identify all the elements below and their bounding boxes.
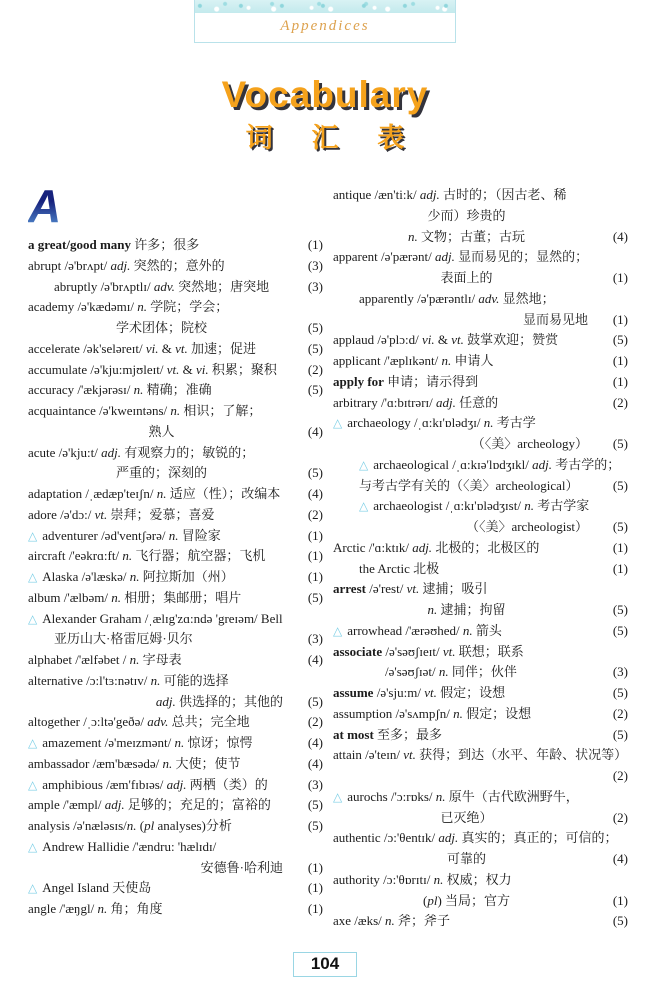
vocab-line bbox=[333, 725, 628, 746]
triangle-marker-icon: △ bbox=[28, 777, 38, 792]
vocab-line bbox=[333, 247, 628, 268]
unit-number: (2) bbox=[307, 506, 323, 522]
vocab-line bbox=[333, 683, 628, 704]
vocab-line-text: apply for 申请；请示得到 bbox=[333, 373, 479, 389]
unit-number: (2) bbox=[612, 768, 628, 783]
vocab-line bbox=[28, 795, 323, 816]
unit-number: (5) bbox=[307, 465, 323, 481]
vocab-line-text: assume /ə'sju:m/ vt. 假定；设想 bbox=[333, 685, 506, 700]
unit-number bbox=[600, 185, 628, 206]
unit-number: (5) bbox=[612, 685, 628, 700]
unit-number: (3) bbox=[307, 278, 323, 294]
unit-number: (1) bbox=[307, 859, 323, 875]
vocab-line bbox=[28, 297, 323, 318]
vocab-line bbox=[28, 318, 323, 339]
vocab-line-text: △ amphibious /æm'fɪbɪəs/ adj. 两栖（类）的 bbox=[28, 776, 268, 792]
unit-number: (2) bbox=[612, 809, 628, 825]
vocab-line-text: △ Alaska /ə'læskə/ n. 阿拉斯加（州） bbox=[28, 569, 234, 584]
vocab-line bbox=[28, 588, 323, 609]
vocab-line bbox=[333, 476, 628, 497]
vocab-line bbox=[28, 775, 323, 796]
vocab-line bbox=[28, 526, 323, 547]
page-footer bbox=[0, 952, 650, 977]
vocab-line bbox=[333, 185, 628, 206]
section-letter-a: A bbox=[28, 183, 88, 235]
vocab-line-text: apparently /ə'pærəntlɪ/ adv. 显然地； bbox=[359, 290, 555, 306]
vocab-line-text: △ Alexander Graham /ˌælɪg'zɑ:ndə 'greɪəm/ Bell bbox=[28, 610, 283, 626]
vocab-line-text: axe /æks/ n. 斧；斧子 bbox=[333, 913, 451, 929]
vocab-line bbox=[28, 360, 323, 381]
vocab-line-text: abrupt /ə'brʌpt/ adj. 突然的；意外的 bbox=[28, 257, 225, 273]
vocab-line-text: altogether /ˌɔ:ltə'geðə/ adv. 总共；完全地 bbox=[28, 714, 250, 730]
unit-number: (1) bbox=[612, 353, 628, 368]
vocab-line bbox=[28, 899, 323, 920]
unit-number: (1) bbox=[307, 548, 323, 564]
left-column bbox=[28, 180, 323, 932]
unit-number: (1) bbox=[612, 270, 628, 285]
unit-number: (1) bbox=[307, 527, 323, 543]
vocab-line-text: 安德鲁·哈利迪 bbox=[200, 859, 283, 875]
vocab-line-text: assumption /ə'sʌmpʃn/ n. 假定；设想 bbox=[333, 705, 532, 721]
vocab-line-text: aircraft /'eəkrɑ:ft/ n. 飞行器；航空器；飞机 bbox=[28, 548, 266, 564]
vocab-line-text: acquaintance /ə'kweɪntəns/ n. 相识；了解； bbox=[28, 403, 262, 418]
vocab-line bbox=[333, 455, 628, 476]
vocab-line bbox=[28, 671, 323, 692]
vocab-line-text: authentic /ɔ:'θentɪk/ adj. 真实的；真正的；可信的； bbox=[333, 830, 618, 846]
vocab-line bbox=[333, 787, 628, 808]
unit-number bbox=[627, 745, 650, 766]
vocab-line-text: △ Angel Island 天使岛 bbox=[28, 880, 152, 896]
unit-number: (3) bbox=[307, 257, 323, 273]
vocab-line-text: accelerate /ək'seləreɪt/ vi. & vt. 加速；促进 bbox=[28, 340, 256, 356]
vocab-line-text: 亚历山大·格雷厄姆·贝尔 bbox=[54, 631, 193, 647]
unit-number bbox=[620, 455, 648, 476]
vocab-line-text: apparent /ə'pærənt/ adj. 显而易见的；显然的； bbox=[333, 249, 589, 265]
vocab-line bbox=[333, 642, 628, 663]
vocab-line bbox=[28, 546, 323, 567]
unit-number bbox=[600, 642, 628, 663]
vocab-line bbox=[28, 256, 323, 277]
vocab-line bbox=[333, 538, 628, 559]
triangle-marker-icon: △ bbox=[28, 736, 38, 750]
unit-number: (4) bbox=[612, 228, 628, 244]
unit-number: (1) bbox=[612, 892, 628, 908]
unit-number: (3) bbox=[612, 664, 628, 680]
unit-number: (5) bbox=[612, 726, 628, 742]
triangle-marker-icon: △ bbox=[333, 789, 343, 804]
vocab-line bbox=[28, 401, 323, 422]
triangle-marker-icon: △ bbox=[28, 570, 38, 584]
vocab-line bbox=[28, 505, 323, 526]
vocab-line bbox=[28, 235, 323, 256]
vocab-line-text: （〈美〉archeology） bbox=[471, 436, 588, 451]
vocab-line-text: alternative /ɔ:l'tɜ:nətɪv/ n. 可能的选择 bbox=[28, 672, 229, 688]
unit-number bbox=[295, 609, 323, 630]
vocab-line bbox=[333, 662, 628, 683]
page-number: 104 bbox=[293, 952, 357, 977]
vocab-line bbox=[333, 579, 628, 600]
vocab-line-text: △ arrowhead /'ærəʊhed/ n. 箭头 bbox=[333, 622, 502, 638]
vocab-line-text: alphabet /'ælfəbet / n. 字母表 bbox=[28, 652, 182, 667]
vocab-line-text: album /'ælbəm/ n. 相册；集邮册；唱片 bbox=[28, 589, 242, 605]
unit-number: (1) bbox=[307, 237, 323, 252]
vocab-line bbox=[333, 600, 628, 621]
vocab-line-text: analysis /ə'næləsɪs/n. (pl analyses)分析 bbox=[28, 818, 232, 833]
vocab-line bbox=[333, 330, 628, 351]
unit-number: (5) bbox=[307, 589, 323, 605]
unit-number: (5) bbox=[307, 320, 323, 335]
unit-number bbox=[295, 671, 323, 692]
vocab-line-text: accumulate /ə'kju:mjʊleɪt/ vt. & vi. 积累；聚积 bbox=[28, 361, 277, 377]
vocab-line bbox=[28, 650, 323, 671]
vocab-line bbox=[333, 206, 628, 227]
vocab-line-text: 可靠的 bbox=[446, 851, 486, 866]
unit-number bbox=[295, 297, 323, 318]
unit-number: (5) bbox=[307, 382, 323, 398]
unit-number: (5) bbox=[307, 818, 323, 833]
vocab-line-text: adore /ə'dɔ:/ vt. 崇拜；爱慕；喜爱 bbox=[28, 506, 215, 522]
vocab-line-text: 严重的；深刻的 bbox=[115, 465, 207, 481]
vocab-line bbox=[333, 870, 628, 891]
vocab-line-text: 已灭绝） bbox=[440, 809, 493, 825]
vocab-line-text: acute /ə'kju:t/ adj. 有观察力的；敏锐的； bbox=[28, 444, 255, 460]
vocab-line-text: angle /'æŋgl/ n. 角；角度 bbox=[28, 901, 163, 916]
vocab-line-text: 少而）珍贵的 bbox=[427, 207, 506, 223]
unit-number bbox=[600, 787, 628, 808]
vocab-line bbox=[28, 733, 323, 754]
appendices-header bbox=[194, 0, 456, 43]
vocab-line bbox=[28, 609, 323, 630]
vocab-line bbox=[333, 559, 628, 580]
vocab-line-text: attain /ə'teɪn/ vt. 获得；到达（水平、年龄、状况等） bbox=[333, 747, 628, 763]
vocab-line-text: 熟人 bbox=[148, 423, 175, 439]
vocab-line bbox=[28, 754, 323, 775]
unit-number: (4) bbox=[307, 755, 323, 771]
unit-number: (2) bbox=[612, 705, 628, 721]
vocab-line bbox=[333, 704, 628, 725]
unit-number: (5) bbox=[612, 477, 628, 493]
unit-number: (1) bbox=[612, 311, 628, 327]
unit-number: (4) bbox=[307, 652, 323, 667]
vocab-line-text: Arctic /'ɑ:ktɪk/ adj. 北极的；北极区的 bbox=[333, 539, 540, 555]
vocab-line-text: authority /ɔ:'θɒrɪtɪ/ n. 权威；权力 bbox=[333, 871, 512, 887]
triangle-marker-icon: △ bbox=[28, 839, 38, 854]
triangle-marker-icon: △ bbox=[28, 528, 38, 543]
vocab-line bbox=[28, 422, 323, 443]
unit-number bbox=[295, 443, 323, 464]
vocab-line-text: academy /ə'kædəmɪ/ n. 学院；学会； bbox=[28, 299, 229, 315]
vocab-line-text: associate /ə'səʊʃɪeɪt/ vt. 联想；联系 bbox=[333, 643, 524, 659]
page-title: Vocabulary bbox=[221, 74, 429, 115]
vocab-line-text: applicant /'æplɪkənt/ n. 申请人 bbox=[333, 353, 494, 368]
unit-number: (5) bbox=[612, 622, 628, 638]
unit-number bbox=[600, 579, 628, 600]
vocab-line-text: arrest /ə'rest/ vt. 逮捕；吸引 bbox=[333, 581, 488, 597]
vocab-line bbox=[333, 849, 628, 870]
unit-number: (1) bbox=[307, 569, 323, 584]
vocab-line-text: 表面上的 bbox=[440, 270, 493, 285]
unit-number: (5) bbox=[612, 519, 628, 534]
unit-number bbox=[600, 206, 628, 227]
vocab-line bbox=[28, 858, 323, 879]
vocab-line bbox=[333, 310, 628, 331]
vocab-line-text: at most 至多；最多 bbox=[333, 726, 443, 742]
unit-number bbox=[600, 289, 628, 310]
vocab-line-text: a great/good many 许多；很多 bbox=[28, 237, 200, 252]
unit-number: (1) bbox=[307, 901, 323, 916]
unit-number: (4) bbox=[612, 851, 628, 866]
vocab-line bbox=[333, 434, 628, 455]
triangle-marker-icon: △ bbox=[359, 499, 369, 514]
vocab-line bbox=[28, 567, 323, 588]
unit-number: (5) bbox=[612, 602, 628, 617]
vocab-line bbox=[333, 393, 628, 414]
unit-number: (5) bbox=[612, 332, 628, 348]
vocab-line bbox=[333, 413, 628, 434]
unit-number bbox=[600, 413, 628, 434]
vocab-line-text: antique /æn'ti:k/ adj. 古时的；（因古老、稀 bbox=[333, 187, 567, 202]
vocab-line-text: 显而易见地 bbox=[522, 311, 588, 327]
vocab-line bbox=[28, 484, 323, 505]
unit-number: (5) bbox=[612, 913, 628, 929]
unit-number: (5) bbox=[307, 693, 323, 709]
appendices-label: Appendices bbox=[280, 18, 370, 34]
unit-number bbox=[617, 828, 645, 849]
unit-number: (2) bbox=[307, 714, 323, 730]
vocab-line-text: adj. 供选择的；其他的 bbox=[155, 693, 283, 709]
vocab-line-text bbox=[333, 766, 600, 787]
vocab-line bbox=[333, 227, 628, 248]
vocab-line-text: n. 逮捕；拘留 bbox=[427, 602, 506, 617]
unit-number bbox=[600, 870, 628, 891]
unit-number: (5) bbox=[307, 340, 323, 356]
vocab-line-text: n. 文物；古董；古玩 bbox=[407, 228, 525, 244]
vocab-line-text: 与考古学有关的（〈美〉archeological） bbox=[359, 477, 579, 493]
unit-number: (4) bbox=[307, 423, 323, 439]
vocab-line bbox=[28, 463, 323, 484]
watercolor-band bbox=[195, 0, 455, 13]
vocab-line-text: ambassador /æm'bæsədə/ n. 大使；使节 bbox=[28, 755, 241, 771]
triangle-marker-icon: △ bbox=[333, 416, 343, 431]
vocab-line-text: △ adventurer /əd'ventʃərə/ n. 冒险家 bbox=[28, 527, 221, 543]
page-subtitle-chinese: 词 汇 表 bbox=[245, 123, 421, 153]
unit-number: (5) bbox=[307, 797, 323, 813]
vocab-line-text: applaud /ə'plɔ:d/ vi. & vt. 鼓掌欢迎；赞赏 bbox=[333, 332, 559, 348]
triangle-marker-icon: △ bbox=[28, 881, 38, 896]
vocab-line bbox=[333, 517, 628, 538]
vocab-line bbox=[333, 891, 628, 912]
unit-number: (3) bbox=[307, 631, 323, 647]
unit-number: (5) bbox=[612, 436, 628, 451]
vocab-line-text: the Arctic 北极 bbox=[359, 560, 440, 576]
right-column bbox=[333, 183, 628, 932]
unit-number: (1) bbox=[612, 373, 628, 389]
unit-number: (2) bbox=[612, 394, 628, 410]
triangle-marker-icon: △ bbox=[359, 457, 369, 472]
vocab-line bbox=[28, 816, 323, 837]
vocab-line bbox=[333, 268, 628, 289]
vocab-line bbox=[333, 372, 628, 393]
vocab-line-text: abruptly /ə'brʌptlɪ/ adv. 突然地；唐突地 bbox=[54, 278, 270, 294]
vocab-line-text: 学术团体；院校 bbox=[115, 320, 207, 335]
vocab-line bbox=[333, 911, 628, 932]
vocab-line bbox=[28, 339, 323, 360]
vocab-line bbox=[28, 443, 323, 464]
unit-number: (3) bbox=[307, 776, 323, 792]
unit-number: (2) bbox=[307, 361, 323, 377]
unit-number bbox=[295, 837, 323, 858]
vocab-line bbox=[333, 621, 628, 642]
unit-number bbox=[600, 496, 628, 517]
unit-number bbox=[600, 247, 628, 268]
vocab-line bbox=[333, 828, 628, 849]
vocab-line-text: △ amazement /ə'meɪzmənt/ n. 惊讶；惊愕 bbox=[28, 735, 253, 750]
vocab-line-text: △ Andrew Hallidie /'ændru: 'hælɪdɪ/ bbox=[28, 838, 217, 854]
vocab-line bbox=[28, 712, 323, 733]
unit-number: (1) bbox=[612, 560, 628, 576]
vocab-line-text: △ archaeology /ˌɑ:kɪ'ɒlədʒɪ/ n. 考古学 bbox=[333, 415, 536, 431]
vocab-line-text: accuracy /'ækjərəsɪ/ n. 精确；准确 bbox=[28, 382, 212, 398]
vocab-columns bbox=[28, 180, 628, 932]
vocab-line-text: △ archaeologist /ˌɑ:kɪ'ɒlədʒɪst/ n. 考古学家 bbox=[359, 498, 590, 514]
vocab-line bbox=[333, 766, 628, 787]
vocab-line-text: （〈美〉archeologist） bbox=[465, 519, 588, 534]
unit-number bbox=[295, 401, 323, 422]
unit-number: (4) bbox=[307, 486, 323, 501]
vocab-line-text: adaptation /ˌædæp'teɪʃn/ n. 适应（性）；改编本 bbox=[28, 486, 281, 501]
vocab-line bbox=[28, 380, 323, 401]
vocab-line-text: △ archaeological /ˌɑ:kɪə'lɒdʒɪkl/ adj. 考古学的； bbox=[359, 456, 621, 472]
vocab-line bbox=[28, 878, 323, 899]
vocab-line-text: /ə'səʊʃɪət/ n. 同伴；伙伴 bbox=[385, 664, 517, 680]
vocab-line bbox=[28, 629, 323, 650]
vocab-line bbox=[28, 277, 323, 298]
vocab-line bbox=[28, 692, 323, 713]
unit-number: (4) bbox=[307, 735, 323, 750]
vocab-line bbox=[333, 808, 628, 829]
vocab-line bbox=[333, 745, 628, 766]
unit-number: (1) bbox=[307, 880, 323, 896]
vocab-line bbox=[28, 837, 323, 858]
vocab-line bbox=[333, 289, 628, 310]
triangle-marker-icon: △ bbox=[28, 611, 38, 626]
vocab-line bbox=[333, 496, 628, 517]
unit-number: (1) bbox=[612, 539, 628, 555]
vocab-line-text: arbitrary /'ɑ:bɪtrərɪ/ adj. 任意的 bbox=[333, 394, 499, 410]
triangle-marker-icon: △ bbox=[333, 623, 343, 638]
vocab-line-text: ample /'æmpl/ adj. 足够的；充足的；富裕的 bbox=[28, 797, 271, 813]
vocab-line bbox=[333, 351, 628, 372]
vocab-line-text: (pl) 当局；官方 bbox=[422, 892, 511, 908]
vocab-line-text: △ aurochs /'ɔ:rɒks/ n. 原牛（古代欧洲野牛， bbox=[333, 788, 579, 804]
